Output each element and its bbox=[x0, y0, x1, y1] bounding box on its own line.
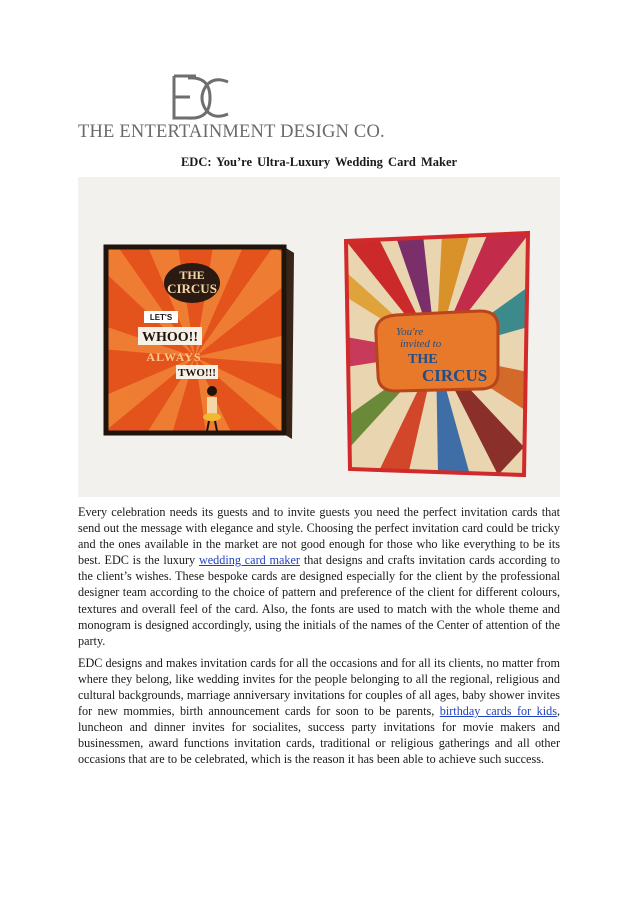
company-wordmark: THE ENTERTAINMENT DESIGN CO. bbox=[78, 122, 385, 142]
paragraph-1-text-b: that designs and crafts invitation cards according to the client’s wishes. These bespoke cards are designed especially for the client by the professional designer team according to the choice of pattern and preference of the client for different colours, textures and overall feel of the card. Also, the fonts are used to match with the whole theme and monogram is designed accordingly, using the initials of the names of the Center of attention of the party. bbox=[78, 553, 560, 648]
right-card-word-3: THE bbox=[408, 352, 438, 367]
right-card-word-1: You're bbox=[396, 326, 424, 338]
company-logo bbox=[78, 72, 385, 148]
left-card-word-4: WHOO!! bbox=[142, 330, 198, 345]
wedding-card-maker-link[interactable]: wedding card maker bbox=[198, 553, 300, 568]
product-photo bbox=[78, 177, 560, 497]
circus-birthday-card bbox=[78, 247, 318, 447]
paragraph-1-text-a: Every celebration needs its guests and to invite guests you need the perfect invitation cards that send out the message with elegance and style. Choosing the perfect invitation card could be tricky and the ones available in the market are not good enough for those who like everything to be its best. EDC is the luxury bbox=[78, 505, 560, 568]
paragraph-2-text-b: , luncheon and dinner invites for socialites, success party invitations for movie makers and businessmen, award functions invitation cards, traditional or religious gatherings and all other occasions that are to be celebrated, which is the reason it has been able to achieve such success. bbox=[78, 704, 560, 767]
circus-invitation-card bbox=[346, 233, 530, 477]
right-card-word-2: invited to bbox=[400, 338, 442, 350]
paragraph-2-text-a: EDC designs and makes invitation cards for all the occasions and for all its clients, no matter from where they belong, like wedding invites for the people belonging to all the regional, religious and cultural backgrounds, marriage anniversary invitations for couples of all ages, baby shower invites for new mommies, birth announcement cards for soon to be parents, bbox=[78, 655, 560, 719]
left-card-word-2: CIRCUS bbox=[167, 281, 217, 296]
edc-monogram-icon bbox=[166, 72, 236, 124]
right-card-word-4: CIRCUS bbox=[422, 366, 488, 385]
paragraph-2 bbox=[78, 655, 560, 768]
left-card-word-1: THE bbox=[179, 268, 205, 282]
left-card-word-5: ALWAYS bbox=[146, 350, 202, 364]
paragraph-1 bbox=[78, 504, 560, 649]
birthday-cards-for-kids-link[interactable]: birthday cards for kids bbox=[439, 704, 557, 719]
left-card-word-6: TWO!!! bbox=[178, 367, 216, 379]
left-card-word-3: LET'S bbox=[149, 313, 173, 322]
page-title: EDC: You’re Ultra-Luxury Wedding Card Maker bbox=[180, 155, 458, 169]
article-body bbox=[78, 504, 560, 774]
